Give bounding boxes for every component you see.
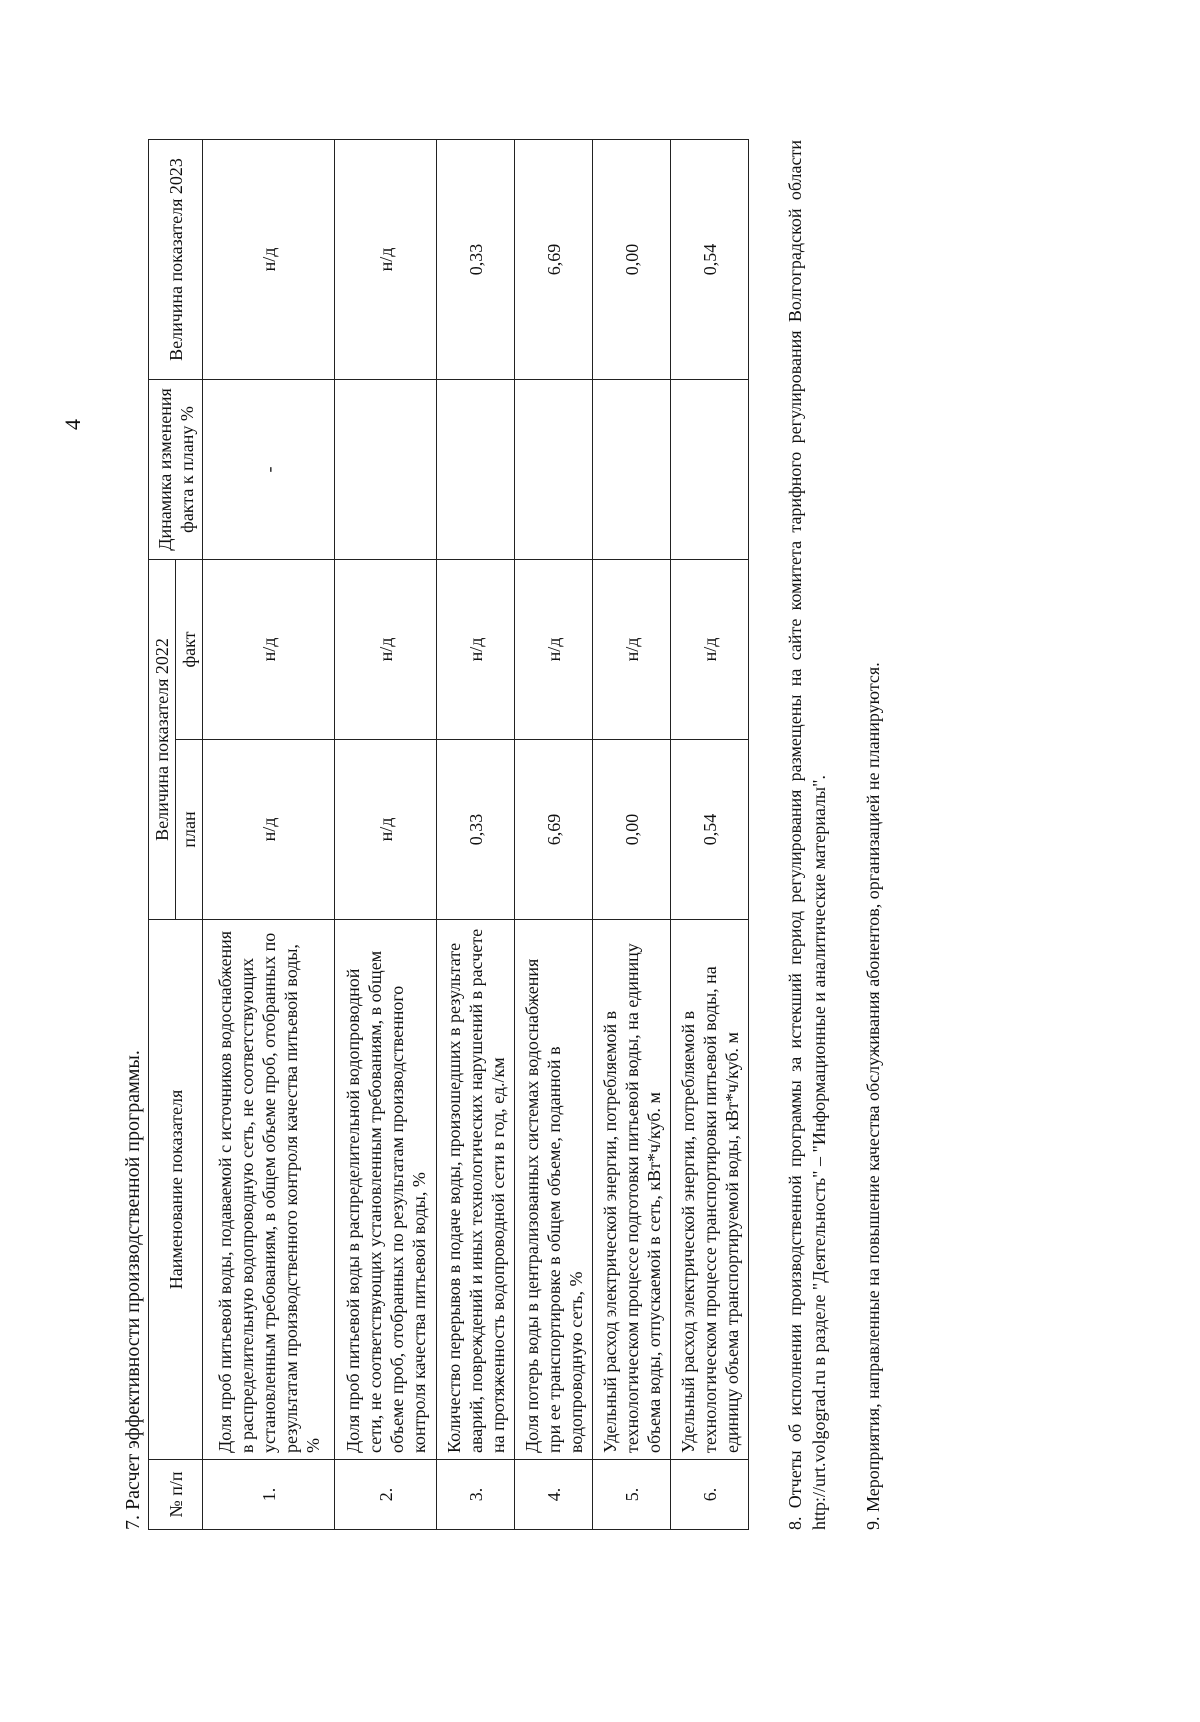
row-value-2023: 6,69	[515, 139, 593, 379]
header-plan: план	[176, 740, 203, 920]
header-value-2023: Величина показателя 2023	[149, 139, 203, 379]
row-value-2023: 0,54	[671, 139, 749, 379]
header-name: Наименование показателя	[149, 920, 203, 1460]
row-value-2023: 0,00	[593, 139, 671, 379]
table-row	[515, 139, 593, 1529]
page-number: 4	[60, 419, 85, 430]
row-fact: н/д	[593, 559, 671, 739]
row-fact: н/д	[203, 559, 335, 739]
row-fact: н/д	[515, 559, 593, 739]
table-row	[671, 139, 749, 1529]
row-num: 6.	[671, 1460, 749, 1530]
header-value-2022: Величина показателя 2022	[149, 559, 176, 919]
row-num: 4.	[515, 1460, 593, 1530]
row-fact: н/д	[335, 559, 437, 739]
header-dynamics: Динамика изменения факта к плану %	[149, 379, 203, 559]
row-dynamics	[515, 379, 593, 559]
row-name: Доля потерь воды в централизованных системах водоснабжения при ее транспортировке в общем объеме, поданной в водопроводную сеть, %	[515, 920, 593, 1460]
header-fact: факт	[176, 559, 203, 739]
row-plan: 0,00	[593, 740, 671, 920]
row-dynamics	[335, 379, 437, 559]
table-row	[437, 139, 515, 1529]
row-value-2023: 0,33	[437, 139, 515, 379]
row-value-2023: н/д	[335, 139, 437, 379]
row-name: Доля проб питьевой воды, подаваемой с источников водоснабжения в распределительную водопроводную сеть, не соответствующих установленным требованиям, в общем объеме проб, отобранных по результатам производственного контроля качества питьевой воды, %	[203, 920, 335, 1460]
row-name: Доля проб питьевой воды в распределительной водопроводной сети, не соответствующих установленным требованиям, в общем объеме проб, отобранных по результатам производственного контроля качества питьевой воды, %	[335, 920, 437, 1460]
row-num: 2.	[335, 1460, 437, 1530]
row-fact: н/д	[671, 559, 749, 739]
table-row	[335, 139, 437, 1529]
row-name: Удельный расход электрической энергии, потребляемой в технологическом процессе транспортировки питьевой воды, на единицу объема транспортируемой воды, кВт*ч/куб. м	[671, 920, 749, 1460]
table-row	[593, 139, 671, 1529]
row-dynamics	[671, 379, 749, 559]
row-plan: 0,54	[671, 740, 749, 920]
rotated-sheet	[120, 140, 1000, 1530]
table-row	[203, 139, 335, 1529]
row-dynamics: -	[203, 379, 335, 559]
row-num: 3.	[437, 1460, 515, 1530]
row-num: 1.	[203, 1460, 335, 1530]
note-9: 9. Мероприятия, направленные на повышение качества обслуживания абонентов, организацией не планируются.	[863, 662, 883, 1530]
row-dynamics	[437, 379, 515, 559]
row-plan: 6,69	[515, 740, 593, 920]
row-plan: 0,33	[437, 740, 515, 920]
row-plan: н/д	[203, 740, 335, 920]
row-plan: н/д	[335, 740, 437, 920]
row-dynamics	[593, 379, 671, 559]
note-8: 8. Отчеты об исполнении производственной программы за истекший период регулирования размещены на сайте комитета тарифного регулирования Волгоградской области http://urt.volgograd.ru в разделе "Деятельность" – "Информационные и аналитические материалы".	[785, 140, 829, 1530]
row-value-2023: н/д	[203, 139, 335, 379]
header-num: № п/п	[149, 1460, 203, 1530]
section-title: 7. Расчет эффективности производственной программы.	[122, 1050, 144, 1530]
row-num: 5.	[593, 1460, 671, 1530]
row-name: Количество перерывов в подаче воды, произошедших в результате аварий, повреждений и иных технологических нарушений в расчете на протяженность водопроводной сети в год, ед./км	[437, 920, 515, 1460]
row-fact: н/д	[437, 559, 515, 739]
notes	[783, 140, 885, 1530]
row-name: Удельный расход электрической энергии, потребляемой в технологическом процессе подготовки питьевой воды, на единицу объема воды, отпускаемой в сеть, кВт*ч/куб. м	[593, 920, 671, 1460]
efficiency-table	[148, 139, 749, 1530]
